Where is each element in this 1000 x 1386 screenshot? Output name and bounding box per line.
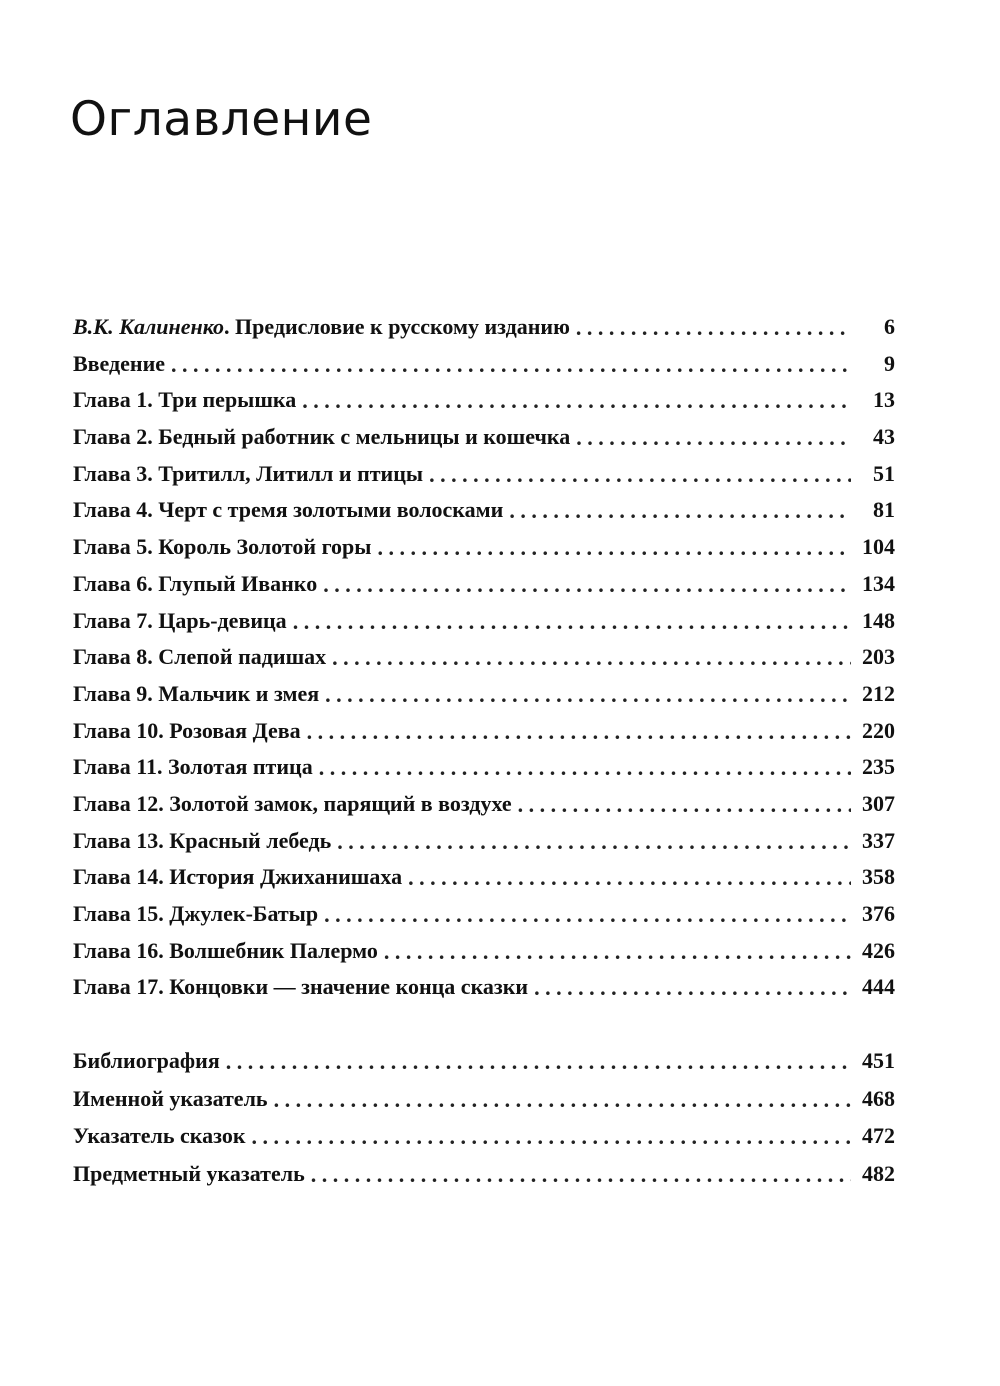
page-number: 212 xyxy=(862,680,895,706)
entry-title xyxy=(73,823,331,860)
chapter-label: Глава 11. xyxy=(73,754,163,780)
entry-title xyxy=(73,529,371,566)
page-number: 451 xyxy=(862,1048,895,1073)
toc-entry-chapter[interactable] xyxy=(73,566,895,603)
chapter-label: Глава 1. xyxy=(73,387,153,413)
chapter-label: Глава 9. xyxy=(73,680,153,706)
chapter-title: История Джиханишаха xyxy=(169,864,403,890)
page-title: Оглавление xyxy=(70,92,373,147)
chapter-title: Красный лебедь xyxy=(169,827,332,853)
toc-entry-chapter[interactable] xyxy=(73,419,895,456)
dot-leader xyxy=(509,493,851,530)
page-number: 472 xyxy=(862,1123,895,1148)
preface-title: Предисловие к русскому изданию xyxy=(235,314,570,339)
toc-entry-chapter[interactable] xyxy=(73,382,895,419)
dot-leader xyxy=(408,860,851,897)
entry-title xyxy=(73,749,313,786)
toc-entry-name-index[interactable] xyxy=(73,1080,895,1118)
toc-entry-subject-index[interactable] xyxy=(73,1155,895,1193)
chapter-title: Царь-девица xyxy=(158,607,287,633)
chapter-label: Глава 6. xyxy=(73,570,153,596)
toc-entry-chapter[interactable] xyxy=(73,823,895,860)
chapter-title: Золотая птица xyxy=(168,754,313,780)
chapter-label: Глава 14. xyxy=(73,864,164,890)
chapter-title: Концовки — значение конца сказки xyxy=(169,974,529,1000)
dot-leader xyxy=(171,347,851,384)
chapter-title: Джулек-Батыр xyxy=(169,901,319,926)
page-number: 148 xyxy=(862,607,895,633)
entry-title xyxy=(73,639,326,676)
entry-title: Указатель сказок xyxy=(73,1123,246,1148)
entry-title xyxy=(73,382,296,419)
chapter-title: Тритилл, Литилл и птицы xyxy=(158,460,424,486)
entry-title: Библиография xyxy=(73,1048,220,1073)
chapter-label: Глава 16. xyxy=(73,937,164,963)
entry-title: В.К. Калиненко. Предисловие к русскому изданию xyxy=(73,314,570,339)
entry-title: Введение xyxy=(73,350,166,376)
chapter-title: Золотой замок, парящий в воздухе xyxy=(169,790,512,816)
entry-title xyxy=(73,713,301,750)
dot-leader xyxy=(307,714,851,751)
page-number: 220 xyxy=(862,717,895,743)
page-number: 444 xyxy=(862,974,895,1000)
page-number: 104 xyxy=(862,534,895,560)
page-number: 235 xyxy=(862,754,895,780)
chapter-label: Глава 15. xyxy=(73,901,164,926)
dot-leader xyxy=(252,1118,852,1156)
dot-leader xyxy=(226,1043,851,1081)
dot-leader xyxy=(274,1081,851,1119)
chapter-title: Черт с тремя золотыми волосками xyxy=(158,497,504,523)
dot-leader xyxy=(323,567,851,604)
toc-entry-chapter[interactable] xyxy=(73,933,895,970)
dot-leader xyxy=(377,530,851,567)
page-number: 376 xyxy=(862,901,895,926)
dot-leader xyxy=(518,787,851,824)
dot-leader xyxy=(332,640,851,677)
chapter-label: Глава 12. xyxy=(73,790,164,816)
toc-entry-chapter[interactable] xyxy=(73,603,895,640)
toc-entry-chapter[interactable] xyxy=(73,969,895,1006)
toc-entry-chapter[interactable] xyxy=(73,639,895,676)
page-number: 9 xyxy=(884,350,895,376)
chapter-label: Глава 4. xyxy=(73,497,153,523)
chapter-label: Глава 13. xyxy=(73,827,164,853)
toc-entry-introduction[interactable] xyxy=(73,346,895,383)
dot-leader xyxy=(325,677,851,714)
page-number: 81 xyxy=(873,497,895,523)
toc-entry-chapter[interactable] xyxy=(73,713,895,750)
chapter-title: Три перышка xyxy=(158,387,297,413)
chapter-title: Розовая Дева xyxy=(169,717,301,743)
table-of-contents xyxy=(73,309,895,1006)
toc-entry-tale-index[interactable] xyxy=(73,1117,895,1155)
toc-entry-bibliography[interactable] xyxy=(73,1042,895,1080)
entry-title xyxy=(73,969,528,1006)
entry-title xyxy=(73,786,512,823)
chapter-label: Глава 5. xyxy=(73,534,153,560)
chapter-title: Мальчик и змея xyxy=(158,680,320,706)
toc-entry-chapter[interactable] xyxy=(73,529,895,566)
chapter-title: Слепой падишах xyxy=(158,644,327,670)
chapter-label: Глава 7. xyxy=(73,607,153,633)
entry-title: Именной указатель xyxy=(73,1085,268,1111)
chapter-label: Глава 10. xyxy=(73,717,164,743)
chapter-title: Глупый Иванко xyxy=(158,570,318,596)
entry-title xyxy=(73,603,287,640)
page-number: 426 xyxy=(862,937,895,963)
entry-title: Предметный указатель xyxy=(73,1160,305,1186)
toc-entry-chapter[interactable] xyxy=(73,786,895,823)
page-number: 482 xyxy=(862,1160,895,1186)
entry-title xyxy=(73,933,378,970)
page-number: 307 xyxy=(862,790,895,816)
toc-entry-preface[interactable] xyxy=(73,309,895,346)
toc-entry-chapter[interactable] xyxy=(73,749,895,786)
dot-leader xyxy=(337,824,851,861)
chapter-label: Глава 17. xyxy=(73,974,164,1000)
page-number: 51 xyxy=(873,460,895,486)
entry-title xyxy=(73,859,402,896)
dot-leader xyxy=(384,934,851,971)
preface-author: В.К. Калиненко xyxy=(73,314,225,339)
toc-entry-chapter[interactable] xyxy=(73,492,895,529)
dot-leader xyxy=(293,604,851,641)
toc-entry-chapter[interactable] xyxy=(73,676,895,713)
chapter-title: Бедный работник с мельницы и кошечка xyxy=(158,424,571,450)
entry-title xyxy=(73,896,318,933)
toc-entry-chapter[interactable] xyxy=(73,896,895,933)
dot-leader xyxy=(534,970,851,1007)
entry-title xyxy=(73,676,319,713)
chapter-label: Глава 2. xyxy=(73,424,153,450)
dot-leader xyxy=(576,420,851,457)
entry-title xyxy=(73,419,570,456)
page-number: 358 xyxy=(862,864,895,890)
page-number: 134 xyxy=(862,570,895,596)
chapter-label: Глава 8. xyxy=(73,644,153,670)
chapter-title: Король Золотой горы xyxy=(158,534,372,560)
dot-leader xyxy=(319,750,851,787)
back-matter-list xyxy=(73,1042,895,1192)
chapter-title: Волшебник Палермо xyxy=(169,937,378,963)
toc-entry-chapter[interactable] xyxy=(73,859,895,896)
dot-leader xyxy=(311,1156,851,1194)
page-number: 6 xyxy=(884,314,895,339)
chapter-label: Глава 3. xyxy=(73,460,153,486)
dot-leader xyxy=(576,310,851,347)
page-number: 203 xyxy=(862,644,895,670)
dot-leader xyxy=(324,897,851,934)
dot-leader xyxy=(302,383,851,420)
entry-title xyxy=(73,456,423,493)
toc-entry-chapter[interactable] xyxy=(73,456,895,493)
entry-title xyxy=(73,566,317,603)
entry-title xyxy=(73,492,503,529)
page-number: 337 xyxy=(862,827,895,853)
page-number: 43 xyxy=(873,424,895,450)
dot-leader xyxy=(429,457,851,494)
page-number: 13 xyxy=(873,387,895,413)
page-number: 468 xyxy=(862,1085,895,1111)
